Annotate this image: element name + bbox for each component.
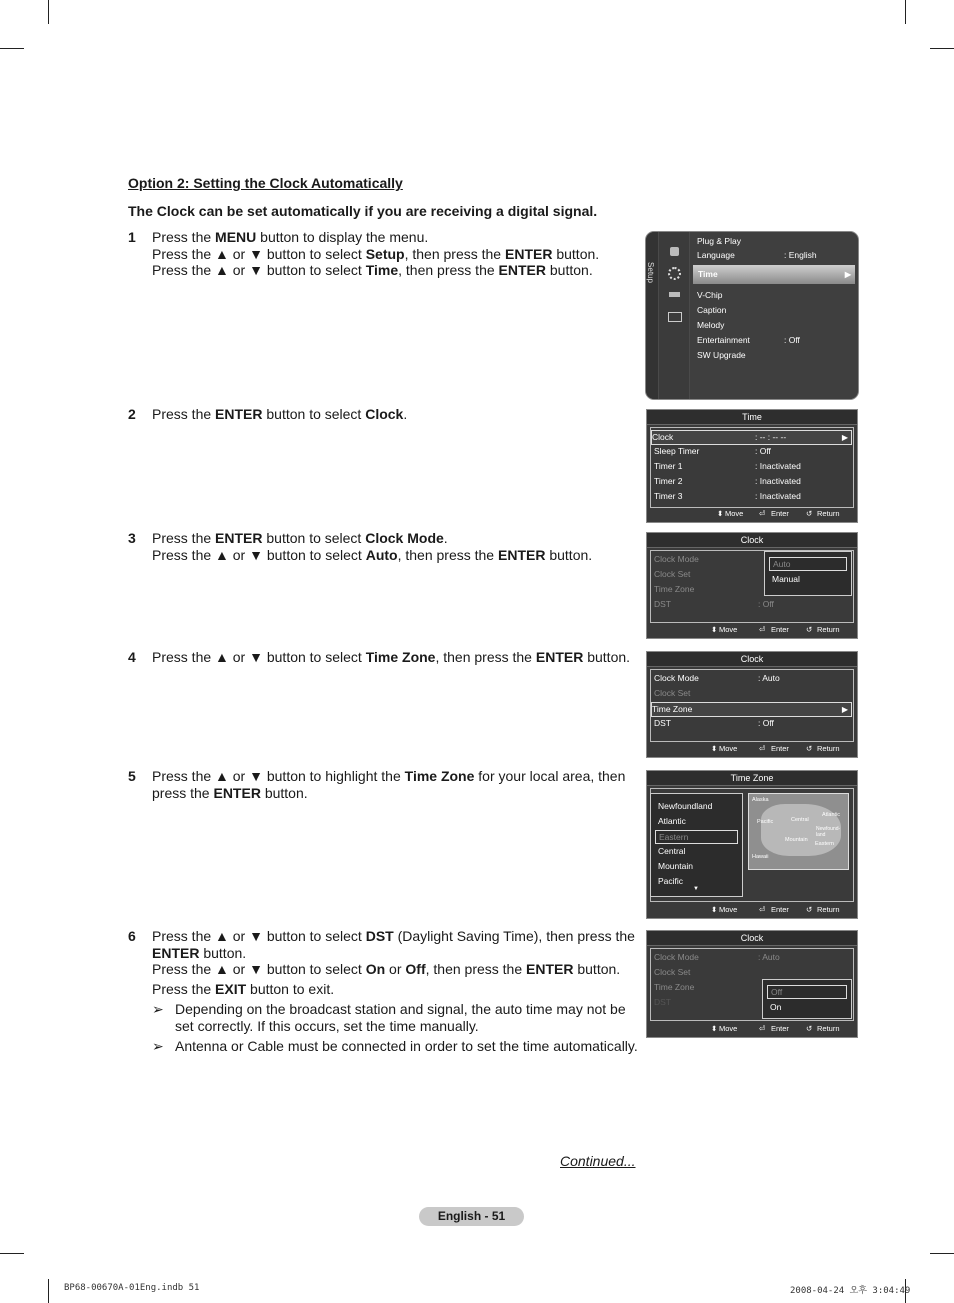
osd-clock-timezone-menu [646, 651, 858, 758]
map-label: Atlantic [822, 812, 841, 818]
return-icon: ↺ [806, 509, 813, 518]
menu-item[interactable]: Time Zone [654, 584, 695, 594]
menu-item[interactable]: Clock Set [654, 967, 691, 977]
option-on[interactable]: On [770, 1002, 782, 1012]
menu-item[interactable]: Caption [697, 305, 727, 315]
time-zone-map [748, 793, 849, 870]
step-6: 6 Press the ▲ or ▼ button to select DST (Daylight Saving Time), then press the ENTER button. Press the ▲ or ▼ button to select On or Off, then press the ENTER button. Press the EXIT button to exit. ➢ Depending on the broadcast station and signal, the auto time may not be set correctly. If this occurs, set the time manually. ➢ Antenna or Cable must be connected in order to set the time automatically. [128, 928, 638, 1054]
osd-nav-bar: ⬍ Move ⏎ Enter ↺ Return [717, 509, 840, 518]
map-label: Pacific [757, 819, 774, 825]
osd-setup-menu [645, 231, 859, 400]
crop-mark [930, 48, 954, 49]
menu-item[interactable]: Clock Mode : Auto [654, 673, 780, 683]
menu-item[interactable]: Melody [697, 320, 725, 330]
osd-nav-bar: ⬍ Move ⏎ Enter ↺ Return [711, 625, 840, 634]
menu-item[interactable]: Clock Mode [654, 554, 699, 564]
note: ➢ Depending on the broadcast station and signal, the auto time may not be set correctly. If this occurs, set the time manually. [152, 1001, 626, 1034]
move-icon: ⬍ [711, 1024, 718, 1033]
crop-mark [48, 0, 49, 24]
zone-item[interactable]: Newfoundland [658, 801, 713, 811]
menu-item[interactable]: SW Upgrade [697, 350, 746, 360]
zone-item-selected[interactable]: Eastern [655, 830, 738, 844]
menu-item[interactable]: DST [654, 997, 671, 1007]
input-icon [669, 292, 680, 297]
enter-icon: ⏎ [759, 905, 766, 914]
menu-item[interactable]: Time Zone [654, 982, 695, 992]
note-arrow-icon: ➢ [152, 1038, 164, 1054]
zone-item[interactable]: Central [658, 846, 686, 856]
zone-item[interactable]: Mountain [658, 861, 693, 871]
menu-item[interactable]: Timer 1 : Inactivated [654, 461, 801, 471]
menu-item[interactable]: V-Chip [697, 290, 723, 300]
menu-item[interactable]: Plug & Play [697, 236, 741, 246]
menu-item[interactable]: DST : Off [654, 718, 774, 728]
move-icon: ⬍ [711, 625, 718, 634]
osd-title: Clock [647, 931, 857, 946]
footer-timestamp: 2008-04-24 오후 3:04:49 [790, 1286, 911, 1296]
menu-item[interactable]: DST : Off [654, 599, 774, 609]
option-off[interactable]: Off [767, 985, 847, 999]
intro-text: The Clock can be set automatically if you are receiving a digital signal. [128, 203, 598, 219]
right-arrow-icon: ▶ [841, 433, 848, 442]
picture-icon [670, 247, 679, 256]
osd-clock-mode-menu [646, 532, 858, 639]
enter-icon: ⏎ [759, 509, 766, 518]
map-label: Hawaii [752, 854, 769, 860]
osd-nav-bar: ⬍ Move ⏎ Enter ↺ Return [711, 1024, 840, 1033]
zone-item[interactable]: Atlantic [658, 816, 686, 826]
option-manual[interactable]: Manual [772, 574, 800, 584]
move-icon: ⬍ [711, 905, 718, 914]
zone-item[interactable]: Pacific [658, 876, 684, 886]
dst-dropdown [762, 979, 852, 1019]
menu-item[interactable]: Timer 2 : Inactivated [654, 476, 801, 486]
scroll-down-icon[interactable]: ▼ [693, 886, 699, 892]
step-1: 1 Press the MENU button to display the menu. Press the ▲ or ▼ button to select Setup, then press the ENTER button. Press the ▲ or ▼ button to select Time, then press the ENTER button. [128, 229, 600, 278]
menu-item[interactable]: Sleep Timer : Off [654, 446, 771, 456]
osd-side-label: Setup [645, 262, 655, 283]
step-number: 6 [128, 928, 136, 944]
osd-time-zone-menu [646, 770, 858, 919]
osd-nav-bar: ⬍ Move ⏎ Enter ↺ Return [711, 905, 840, 914]
map-label: Central [791, 817, 809, 823]
step-4: 4 Press the ▲ or ▼ button to select Time Zone, then press the ENTER button. [128, 649, 631, 665]
step-number: 3 [128, 530, 136, 546]
crop-mark [905, 0, 906, 24]
osd-menu-list [690, 232, 858, 399]
enter-icon: ⏎ [759, 1024, 766, 1033]
map-label: Alaska [752, 797, 769, 803]
step-number: 2 [128, 406, 136, 422]
osd-icon-column [659, 232, 689, 399]
step-3: 3 Press the ENTER button to select Clock Mode. Press the ▲ or ▼ button to select Auto, then press the ENTER button. [128, 530, 593, 563]
menu-item[interactable]: Clock Mode : Auto [654, 952, 780, 962]
menu-item[interactable]: Timer 3 : Inactivated [654, 491, 801, 501]
return-icon: ↺ [806, 1024, 813, 1033]
menu-item-clock[interactable]: Clock : -- : -- -- ▶ [651, 430, 852, 445]
clock-mode-dropdown [764, 551, 852, 596]
map-label: Mountain [785, 837, 808, 843]
osd-title: Clock [647, 652, 857, 667]
step-number: 1 [128, 229, 136, 245]
map-label: Newfound-land [816, 826, 841, 838]
move-icon: ⬍ [711, 744, 718, 753]
osd-nav-bar: ⬍ Move ⏎ Enter ↺ Return [711, 744, 840, 753]
menu-item[interactable]: Language : English [697, 250, 817, 260]
osd-sidebar [646, 232, 658, 399]
map-label: Eastern [815, 841, 834, 847]
osd-clock-dst-menu [646, 930, 858, 1038]
return-icon: ↺ [806, 744, 813, 753]
footer-file-info: BP68-00670A-01Eng.indb 51 [64, 1283, 200, 1293]
osd-title: Clock [647, 533, 857, 548]
osd-title: Time Zone [647, 771, 857, 786]
return-icon: ↺ [806, 905, 813, 914]
enter-icon: ⏎ [759, 625, 766, 634]
setup-gear-icon [668, 267, 681, 280]
application-icon [668, 312, 682, 322]
zone-list [650, 793, 743, 897]
crop-mark [0, 48, 24, 49]
menu-item-time-zone[interactable]: Time Zone ▶ [651, 702, 852, 717]
return-icon: ↺ [806, 625, 813, 634]
page-number-badge: English - 51 [419, 1207, 524, 1226]
note: ➢ Antenna or Cable must be connected in order to set the time automatically. [152, 1038, 638, 1054]
move-icon: ⬍ [717, 509, 724, 518]
step-number: 5 [128, 768, 136, 784]
osd-time-menu [646, 409, 858, 523]
osd-title: Time [647, 410, 857, 425]
menu-item[interactable]: Clock Set [654, 569, 691, 579]
crop-mark [930, 1253, 954, 1254]
step-number: 4 [128, 649, 136, 665]
option-auto[interactable]: Auto [769, 557, 847, 571]
crop-mark [48, 1279, 49, 1303]
menu-item-selected[interactable]: Time ▶ [693, 265, 855, 284]
step-2: 2 Press the ENTER button to select Clock. [128, 406, 408, 422]
continued-label: Continued... [560, 1153, 636, 1169]
menu-item[interactable]: Entertainment : Off [697, 335, 800, 345]
crop-mark [0, 1253, 24, 1254]
section-heading: Option 2: Setting the Clock Automatically [128, 175, 403, 191]
right-arrow-icon: ▶ [841, 705, 848, 714]
step-5: 5 Press the ▲ or ▼ button to highlight the Time Zone for your local area, then press the ENTER button. [128, 768, 626, 801]
enter-icon: ⏎ [759, 744, 766, 753]
note-arrow-icon: ➢ [152, 1001, 164, 1017]
right-arrow-icon: ▶ [844, 270, 851, 279]
menu-item[interactable]: Clock Set [654, 688, 691, 698]
